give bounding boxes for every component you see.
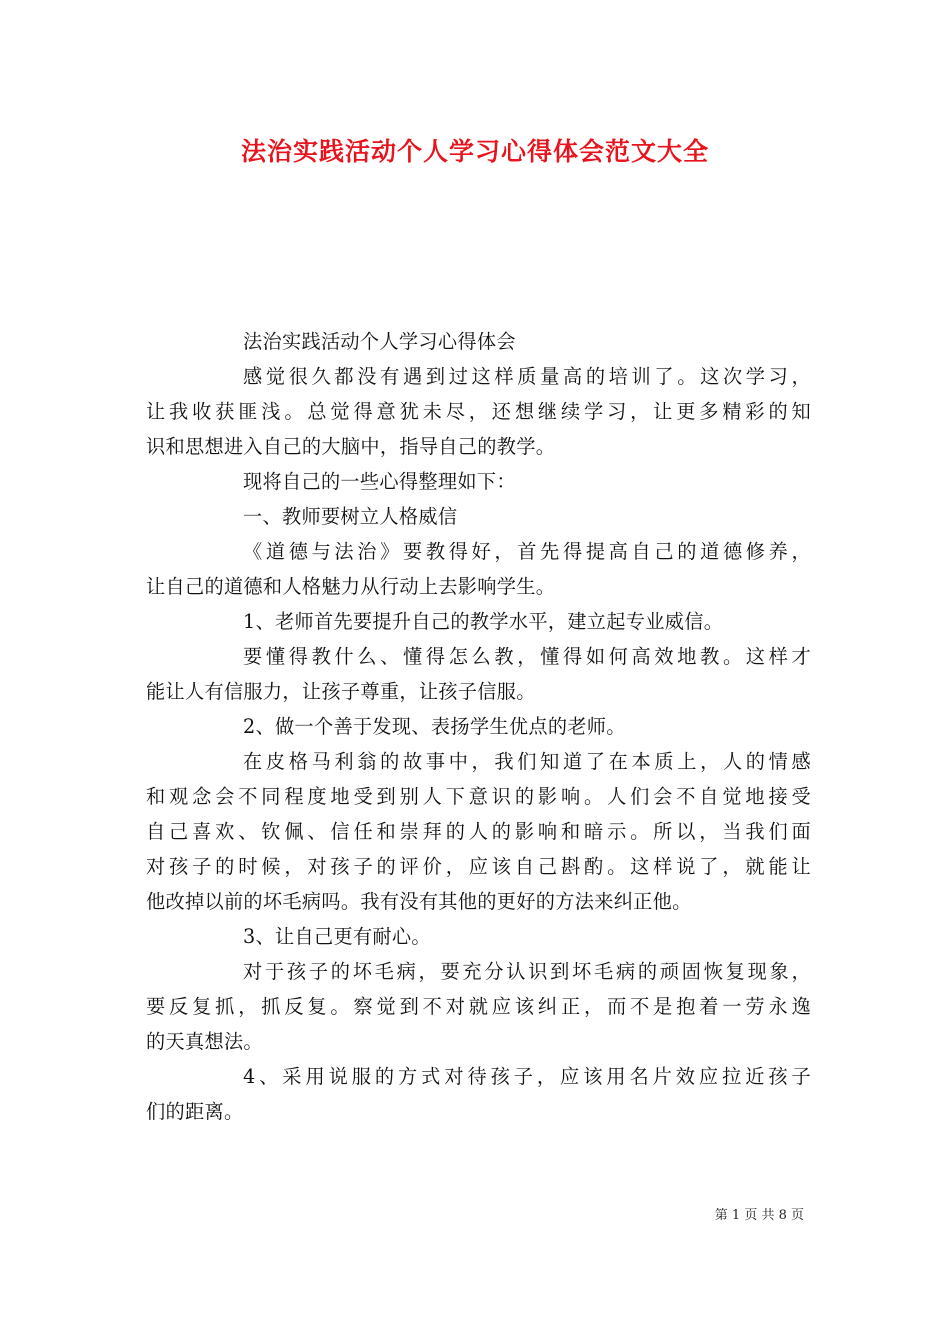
paragraph-line: 能让人有信服力，让孩子尊重，让孩子信服。: [146, 680, 536, 703]
paragraph-line: 现将自己的一些心得整理如下：: [243, 470, 516, 493]
paragraph-line: 自己喜欢、钦佩、信任和崇拜的人的影响和暗示。所以，当我们面: [146, 820, 811, 843]
paragraph-line: 《道德与法治》要教得好，首先得提高自己的道德修养，: [243, 540, 811, 563]
paragraph-line: 4、采用说服的方式对待孩子，应该用名片效应拉近孩子: [243, 1065, 811, 1088]
paragraph-line: 2、做一个善于发现、表扬学生优点的老师。: [243, 715, 626, 738]
paragraph-line: 们的距离。: [146, 1100, 244, 1123]
paragraph-line: 对于孩子的坏毛病，要充分认识到坏毛病的顽固恢复现象，: [243, 960, 811, 983]
paragraph-line: 对孩子的时候，对孩子的评价，应该自己斟酌。这样说了，就能让: [146, 855, 811, 878]
paragraph-line: 的天真想法。: [146, 1030, 263, 1053]
page-number: 第 1 页 共 8 页: [714, 1208, 804, 1223]
document-title: 法治实践活动个人学习心得体会范文大全: [240, 137, 709, 166]
paragraph-line: 要懂得教什么、懂得怎么教，懂得如何高效地教。这样才: [243, 645, 811, 668]
paragraph-line: 他改掉以前的坏毛病吗。我有没有其他的更好的方法来纠正他。: [146, 890, 692, 913]
paragraph-line: 在皮格马利翁的故事中，我们知道了在本质上，人的情感: [243, 750, 811, 773]
paragraph-line: 识和思想进入自己的大脑中，指导自己的教学。: [146, 435, 556, 458]
paragraph-line: 和观念会不同程度地受到别人下意识的影响。人们会不自觉地接受: [146, 785, 811, 808]
paragraph-line: 一、教师要树立人格威信: [243, 505, 458, 528]
paragraph-line: 1、老师首先要提升自己的教学水平，建立起专业威信。: [243, 610, 724, 633]
paragraph-line: 3、让自己更有耐心。: [243, 925, 431, 948]
paragraph-line: 让自己的道德和人格魅力从行动上去影响学生。: [146, 575, 556, 598]
paragraph-line: 感觉很久都没有遇到过这样质量高的培训了。这次学习，: [243, 365, 811, 388]
document-body: [146, 324, 811, 1129]
paragraph-line: 要反复抓，抓反复。察觉到不对就应该纠正，而不是抱着一劳永逸: [146, 995, 811, 1018]
paragraph-line: 法治实践活动个人学习心得体会: [243, 330, 516, 353]
paragraph-line: 让我收获匪浅。总觉得意犹未尽，还想继续学习，让更多精彩的知: [146, 400, 811, 423]
